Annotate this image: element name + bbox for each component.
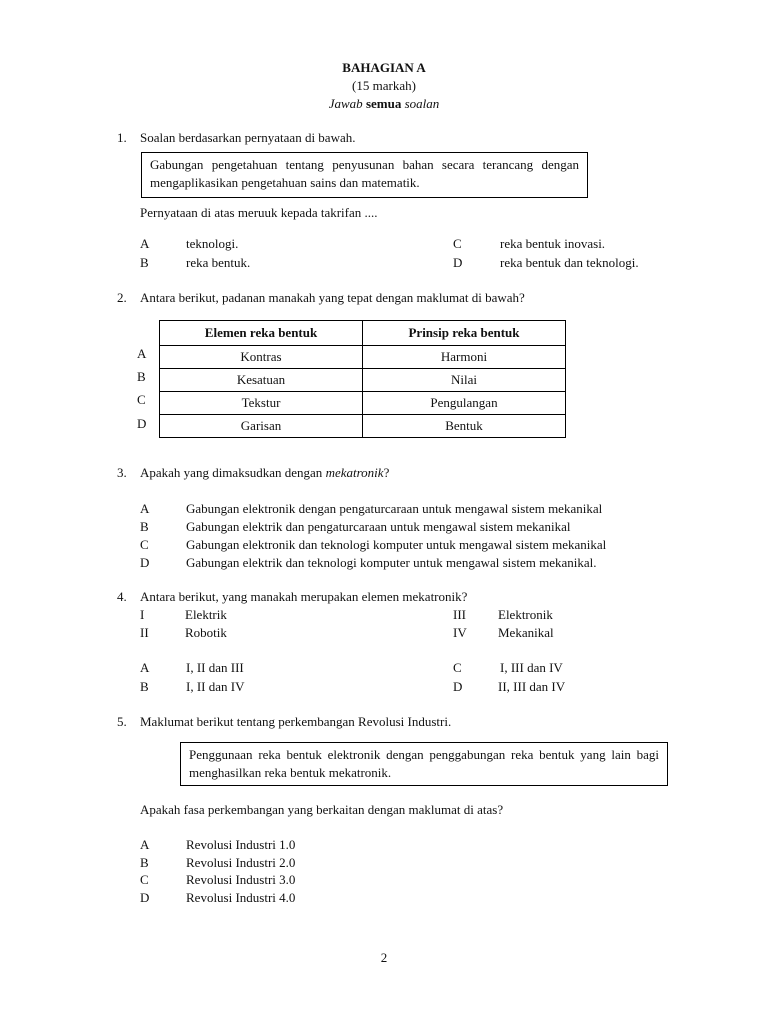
table-cell: Nilai bbox=[363, 369, 566, 392]
option-text: II, III dan IV bbox=[498, 679, 566, 694]
option-letter: D bbox=[453, 679, 463, 694]
section-marks: (15 markah) bbox=[352, 78, 416, 93]
page-number: 2 bbox=[380, 950, 388, 965]
instruction-bold: semua bbox=[365, 96, 402, 111]
option-letter: D bbox=[140, 890, 150, 905]
option-letter: A bbox=[140, 501, 150, 516]
option-letter: B bbox=[140, 855, 149, 870]
section-instruction bbox=[0, 96, 768, 112]
item-text: Elektrik bbox=[185, 607, 227, 622]
item-text: Robotik bbox=[185, 625, 227, 640]
table-cell: Pengulangan bbox=[363, 392, 566, 415]
option-text: reka bentuk dan teknologi. bbox=[500, 255, 639, 270]
table-row bbox=[160, 346, 566, 369]
option-letter: C bbox=[453, 236, 462, 251]
option-text: Revolusi Industri 3.0 bbox=[186, 872, 296, 887]
option-letter: A bbox=[140, 660, 150, 675]
table-row bbox=[160, 392, 566, 415]
row-letter: D bbox=[137, 416, 147, 431]
option-text: Gabungan elektrik dan pengaturcaraan untuk mengawal sistem mekanikal bbox=[186, 519, 571, 534]
item-text: Mekanikal bbox=[498, 625, 554, 640]
table-cell: Garisan bbox=[160, 415, 363, 438]
stem-italic-term: mekatronik bbox=[325, 465, 384, 480]
question-stem: Soalan berdasarkan pernyataan di bawah. bbox=[140, 130, 356, 145]
question-stem: Maklumat berikut tentang perkembangan Revolusi Industri. bbox=[140, 714, 452, 729]
option-letter: B bbox=[140, 679, 149, 694]
question-stem: Antara berikut, padanan manakah yang tepat dengan maklumat di bawah? bbox=[140, 290, 525, 305]
design-elements-table bbox=[159, 320, 566, 438]
option-letter: D bbox=[453, 255, 463, 270]
option-text: reka bentuk inovasi. bbox=[500, 236, 606, 251]
row-letter: A bbox=[137, 346, 147, 361]
section-title: BAHAGIAN A bbox=[342, 60, 426, 75]
table-cell: Kesatuan bbox=[160, 369, 363, 392]
option-letter: C bbox=[140, 872, 149, 887]
option-text: Gabungan elektronik dan teknologi komputer untuk mengawal sistem mekanikal bbox=[186, 537, 607, 552]
option-text: Revolusi Industri 1.0 bbox=[186, 837, 296, 852]
statement-box: Penggunaan reka bentuk elektronik dengan penggabungan reka bentuk yang lain bagi menghasilkan reka bentuk mekatronik. bbox=[180, 742, 668, 786]
option-text: Gabungan elektronik dengan pengaturcaraan untuk mengawal sistem mekanikal bbox=[186, 501, 603, 516]
option-text: reka bentuk. bbox=[186, 255, 251, 270]
option-letter: B bbox=[140, 519, 149, 534]
question-stem bbox=[140, 465, 389, 481]
question-number: 3. bbox=[117, 465, 127, 480]
item-roman: II bbox=[140, 625, 149, 640]
row-letter: C bbox=[137, 392, 146, 407]
option-text: Revolusi Industri 2.0 bbox=[186, 855, 296, 870]
table-header: Prinsip reka bentuk bbox=[363, 321, 566, 346]
table-cell: Harmoni bbox=[363, 346, 566, 369]
option-letter: A bbox=[140, 837, 150, 852]
question-follow-up: Apakah fasa perkembangan yang berkaitan dengan maklumat di atas? bbox=[140, 802, 504, 817]
option-text: I, II dan III bbox=[186, 660, 244, 675]
table-cell: Kontras bbox=[160, 346, 363, 369]
option-text: I, III dan IV bbox=[500, 660, 563, 675]
option-letter: C bbox=[453, 660, 462, 675]
question-number: 2. bbox=[117, 290, 127, 305]
question-number: 5. bbox=[117, 714, 127, 729]
item-roman: I bbox=[140, 607, 145, 622]
question-number: 4. bbox=[117, 589, 127, 604]
item-text: Elektronik bbox=[498, 607, 553, 622]
item-roman: III bbox=[453, 607, 466, 622]
table-header: Elemen reka bentuk bbox=[160, 321, 363, 346]
table-cell: Bentuk bbox=[363, 415, 566, 438]
statement-box: Gabungan pengetahuan tentang penyusunan bahan secara terancang dengan mengaplikasikan pengetahuan sains dan matematik. bbox=[141, 152, 588, 198]
option-text: teknologi. bbox=[186, 236, 239, 251]
option-letter: A bbox=[140, 236, 150, 251]
option-letter: C bbox=[140, 537, 149, 552]
option-text: I, II dan IV bbox=[186, 679, 245, 694]
table-header-row bbox=[160, 321, 566, 346]
instruction-italic-2: soalan bbox=[404, 96, 440, 111]
option-letter: B bbox=[140, 255, 149, 270]
table-cell: Tekstur bbox=[160, 392, 363, 415]
row-letter: B bbox=[137, 369, 146, 384]
instruction-italic-1: Jawab bbox=[328, 96, 363, 111]
table-row bbox=[160, 369, 566, 392]
question-number: 1. bbox=[117, 130, 127, 145]
item-roman: IV bbox=[453, 625, 467, 640]
option-text: Gabungan elektrik dan teknologi komputer untuk mengawal sistem mekanikal. bbox=[186, 555, 597, 570]
table-row bbox=[160, 415, 566, 438]
stem-suffix: ? bbox=[383, 465, 390, 480]
option-letter: D bbox=[140, 555, 150, 570]
stem-prefix: Apakah yang dimaksudkan dengan bbox=[140, 465, 323, 480]
option-text: Revolusi Industri 4.0 bbox=[186, 890, 296, 905]
question-follow-up: Pernyataan di atas meruuk kepada takrifan .... bbox=[140, 205, 378, 220]
question-stem: Antara berikut, yang manakah merupakan elemen mekatronik? bbox=[140, 589, 468, 604]
